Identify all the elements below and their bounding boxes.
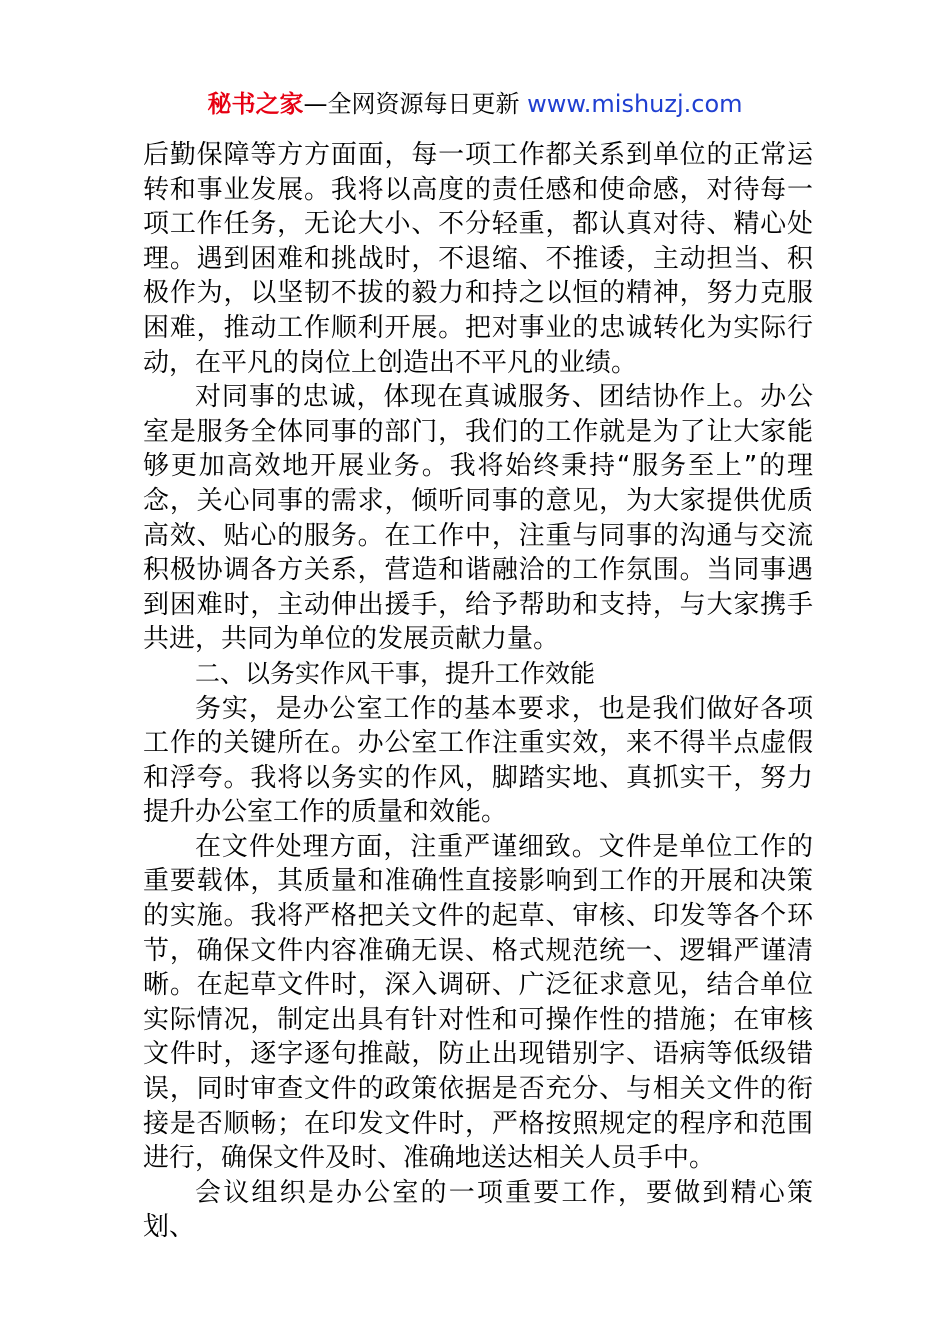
paragraph-pragmatism: 务实，是办公室工作的基本要求，也是我们做好各项工作的关键所在。办公室工作注重实效，来不得半点虚假和浮夸。我将以务实的作风，脚踏实地、真抓实干，努力提升办公室工作的质量和效能。 <box>143 693 813 828</box>
site-brand: 秘书之家 <box>207 90 304 118</box>
site-url-link[interactable]: www.mishuzj.com <box>527 90 743 118</box>
paragraph-continued: 后勤保障等方方面面，每一项工作都关系到单位的正常运转和事业发展。我将以高度的责任感和使命感，对待每一项工作任务，无论大小、不分轻重，都认真对待、精心处理。遇到困难和挑战时，不退缩、不推诿，主动担当、积极作为，以坚韧不拔的毅力和持之以恒的精神，努力克服困难，推动工作顺利开展。把对事业的忠诚转化为实际行动，在平凡的岗位上创造出不平凡的业绩。 <box>143 140 813 378</box>
site-header <box>0 86 950 122</box>
document-body <box>143 138 813 1245</box>
section-heading: 二、以务实作风干事，提升工作效能 <box>195 658 596 688</box>
site-tagline: —全网资源每日更新 <box>303 90 528 118</box>
paragraph-document-handling: 在文件处理方面，注重严谨细致。文件是单位工作的重要载体，其质量和准确性直接影响到工作的开展和决策的实施。我将严格把关文件的起草、审核、印发等各个环节，确保文件内容准确无误、格式规范统一、逻辑严谨清晰。在起草文件时，深入调研、广泛征求意见，结合单位实际情况，制定出具有针对性和可操作性的措施；在审核文件时，逐字逐句推敲，防止出现错别字、语病等低级错误，同时审查文件的政策依据是否充分、与相关文件的衔接是否顺畅；在印发文件时，严格按照规定的程序和范围进行，确保文件及时、准确地送达相关人员手中。 <box>143 831 813 1174</box>
paragraph-meeting-organization: 会议组织是办公室的一项重要工作，要做到精心策划、 <box>143 1177 813 1243</box>
paragraph-colleague-loyalty: 对同事的忠诚，体现在真诚服务、团结协作上。办公室是服务全体同事的部门，我们的工作就是为了让大家能够更加高效地开展业务。我将始终秉持“服务至上”的理念，关心同事的需求，倾听同事的意见，为大家提供优质高效、贴心的服务。在工作中，注重与同事的沟通与交流积极协调各方关系，营造和谐融洽的工作氛围。当同事遇到困难时，主动伸出援手，给予帮助和支持，与大家携手共进，共同为单位的发展贡献力量。 <box>143 382 813 655</box>
